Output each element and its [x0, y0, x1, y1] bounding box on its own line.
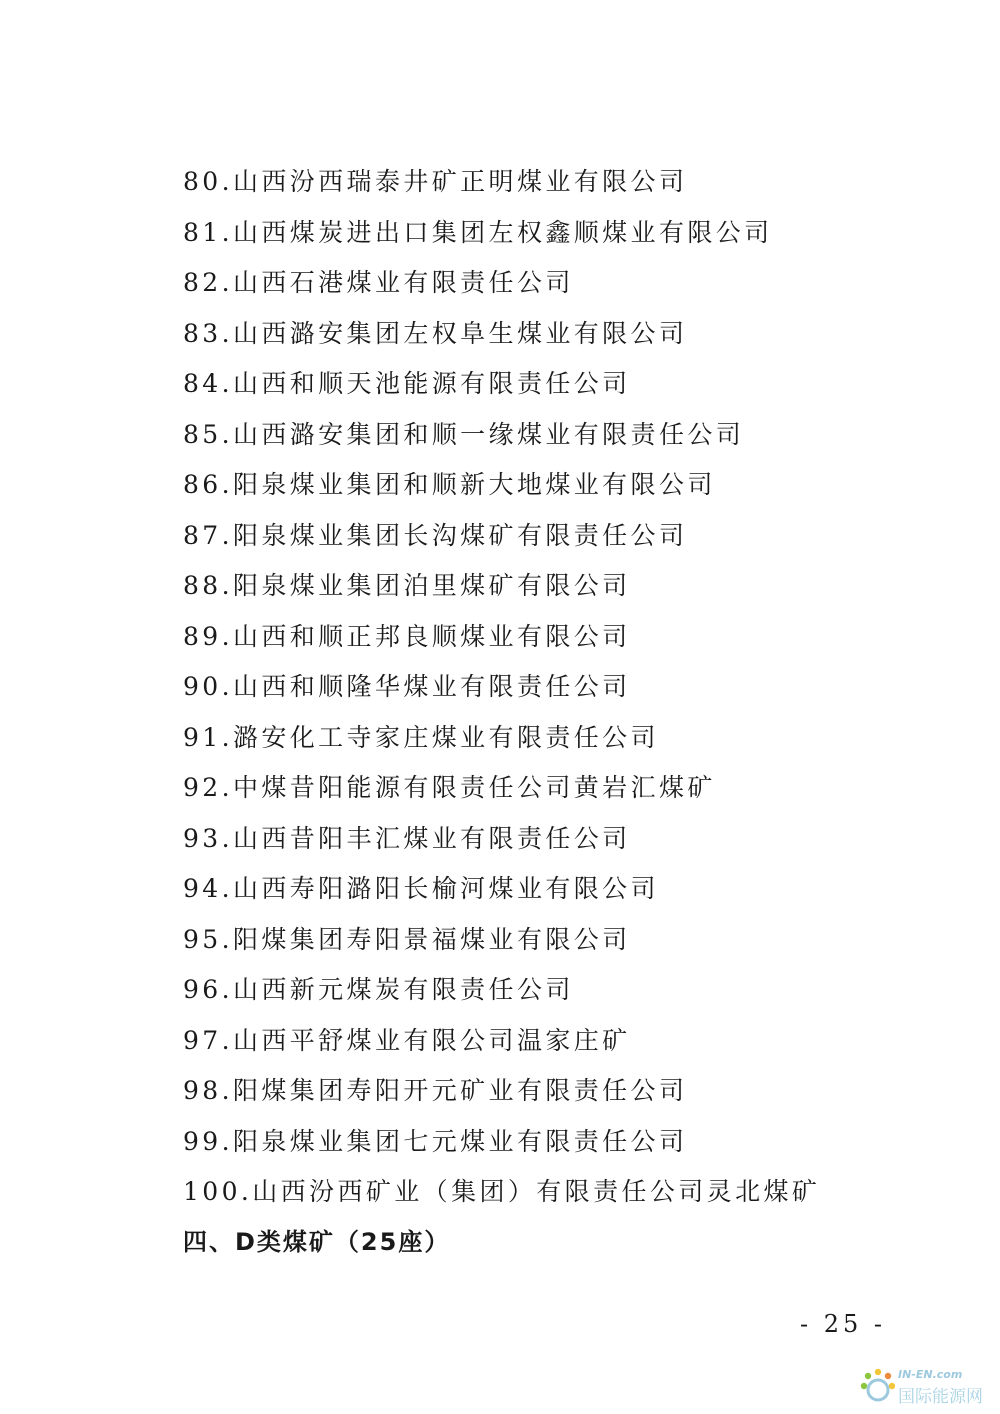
coal-mine-list	[183, 162, 943, 1223]
watermark-text-cn: 国际能源网	[898, 1387, 983, 1407]
list-item: 95.阳煤集团寿阳景福煤业有限公司	[183, 924, 631, 954]
list-item: 97.山西平舒煤业有限公司温家庄矿	[183, 1025, 631, 1055]
list-item: 86.阳泉煤业集团和顺新大地煤业有限公司	[183, 470, 716, 499]
sun-flower-logo-icon	[858, 1366, 898, 1406]
list-item: 94.山西寿阳潞阳长榆河煤业有限公司	[183, 874, 659, 903]
list-item: 100.山西汾西矿业（集团）有限责任公司灵北煤矿	[183, 1177, 821, 1206]
list-item: 96.山西新元煤炭有限责任公司	[183, 975, 574, 1004]
section-heading: 四、D类煤矿（25座）	[183, 1228, 451, 1256]
watermark	[858, 1360, 998, 1410]
logo-petal-icon	[889, 1383, 895, 1389]
logo-petal-icon	[865, 1373, 871, 1379]
list-item: 87.阳泉煤业集团长沟煤矿有限责任公司	[183, 520, 688, 550]
list-item: 91.潞安化工寺家庄煤业有限责任公司	[183, 722, 659, 752]
list-item: 81.山西煤炭进出口集团左权鑫顺煤业有限公司	[183, 217, 773, 247]
list-item: 85.山西潞安集团和顺一缘煤业有限责任公司	[183, 419, 745, 449]
logo-petal-icon	[885, 1373, 891, 1379]
list-item: 89.山西和顺正邦良顺煤业有限公司	[183, 621, 631, 651]
watermark-text-en: IN-EN.com	[898, 1368, 963, 1381]
list-item: 82.山西石港煤业有限责任公司	[183, 268, 574, 297]
list-item: 99.阳泉煤业集团七元煤业有限责任公司	[183, 1126, 688, 1156]
page-number: - 25 -	[800, 1310, 887, 1338]
logo-petal-icon	[875, 1369, 881, 1375]
list-item: 92.中煤昔阳能源有限责任公司黄岩汇煤矿	[183, 773, 716, 802]
list-item: 90.山西和顺隆华煤业有限责任公司	[183, 672, 631, 701]
logo-ring-icon	[868, 1380, 888, 1400]
list-item: 88.阳泉煤业集团泊里煤矿有限公司	[183, 571, 631, 600]
list-item: 84.山西和顺天池能源有限责任公司	[183, 369, 631, 398]
logo-petal-icon	[861, 1383, 867, 1389]
list-item: 93.山西昔阳丰汇煤业有限责任公司	[183, 823, 631, 853]
list-item: 98.阳煤集团寿阳开元矿业有限责任公司	[183, 1076, 688, 1105]
list-item: 83.山西潞安集团左权阜生煤业有限公司	[183, 318, 688, 348]
list-item: 80.山西汾西瑞泰井矿正明煤业有限公司	[183, 167, 688, 196]
